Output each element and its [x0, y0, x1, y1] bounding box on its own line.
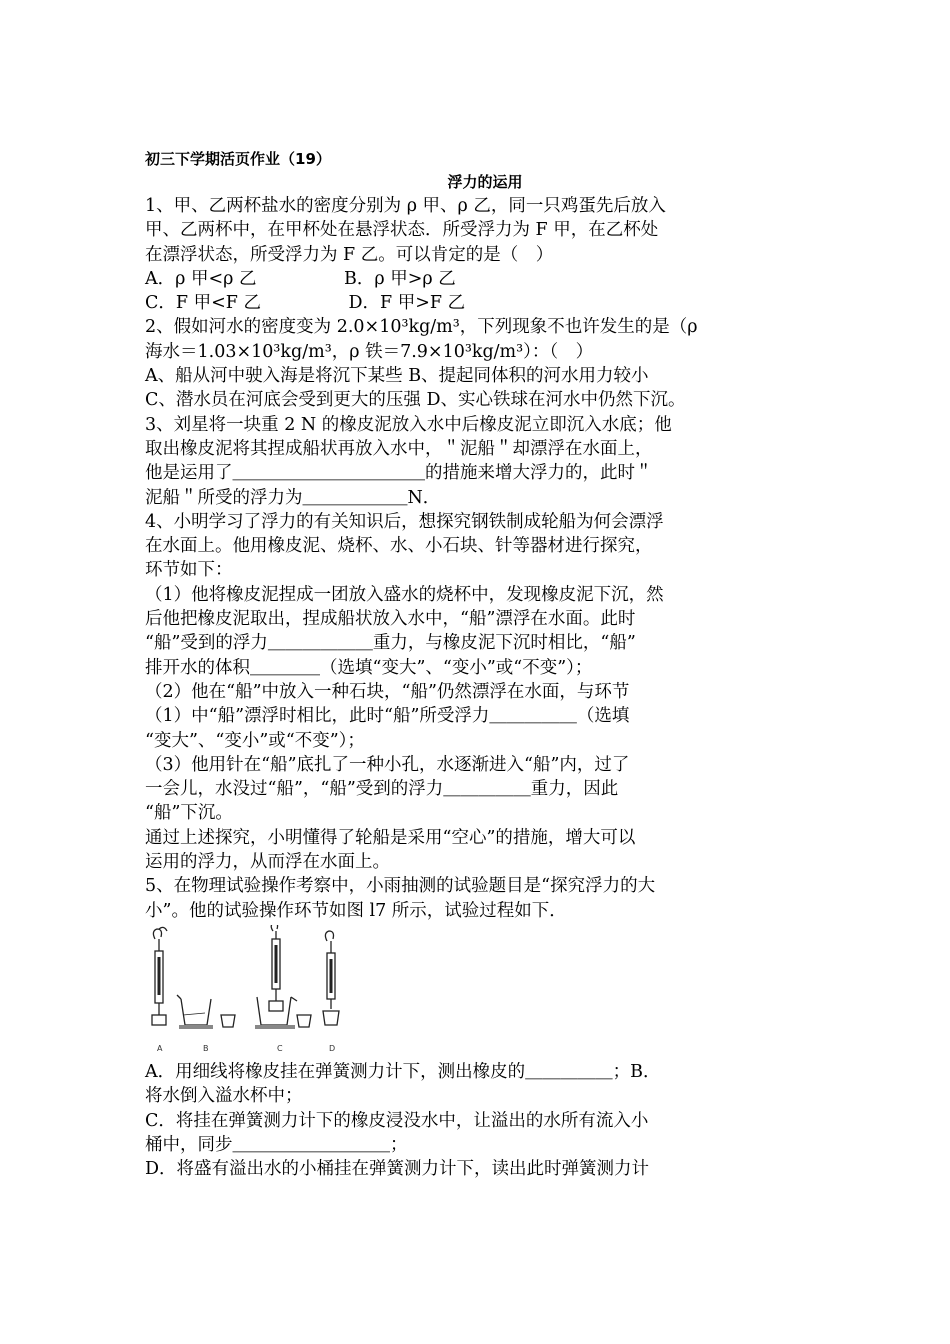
- text-line: 通过上述探究，小明懂得了轮船是采用“空心”的措施，增大可以: [145, 827, 636, 848]
- question-block: [145, 194, 825, 923]
- text-line: 4、小明学习了浮力的有关知识后，想探究钢铁制成轮船为何会漂浮: [145, 511, 664, 532]
- figure-label-c: C: [277, 1043, 283, 1053]
- text-line: 一会儿，水没过“船”，“船”受到的浮力＿＿＿＿＿重力，因此: [145, 779, 619, 800]
- spring-scale-a: [152, 927, 167, 1025]
- text-line: 后他把橡皮泥取出，捏成船状放入水中，“船”漂浮在水面。此时: [145, 609, 636, 630]
- page-title: 浮力的运用: [447, 173, 523, 191]
- text-line: 甲、乙两杯中，在甲杯处在悬浮状态．所受浮力为 F 甲，在乙杯处: [145, 220, 659, 241]
- text-line: A、船从河中驶入海是将沉下某些 B、提起同体积的河水用力较小: [145, 366, 649, 387]
- text-line: 排开水的体积＿＿＿＿（选填“变大”、“变小”或“不变”）；: [145, 657, 593, 678]
- text-line: 取出橡皮泥将其捏成船状再放入水中，＂泥船＂却漂浮在水面上，: [145, 438, 653, 459]
- text-line: （1）他将橡皮泥捏成一团放入盛水的烧杯中，发现橡皮泥下沉，然: [145, 584, 664, 605]
- text-line: 2、假如河水的密度变为 2.0×10³kg/m³，下列现象不也许发生的是（ρ: [145, 317, 698, 338]
- text-line: “船”下沉。: [145, 803, 233, 824]
- question-block-continued: [145, 1060, 825, 1181]
- text-line: 泥船＂所受的浮力为＿＿＿＿＿＿N．: [145, 487, 441, 508]
- text-line: C．F 甲<F 乙 D．F 甲>F 乙: [145, 293, 466, 314]
- text-line: D．将盛有溢出水的小桶挂在弹簧测力计下，读出此时弹簧测力计: [145, 1159, 650, 1180]
- spring-scale-d: [323, 931, 339, 1025]
- text-line: 在漂浮状态，所受浮力为 F 乙。可以肯定的是（ ）: [145, 244, 554, 265]
- figure-label-a: A: [157, 1043, 163, 1053]
- text-line: （2）他在“船”中放入一种石块，“船”仍然漂浮在水面，与环节: [145, 681, 630, 702]
- experiment-figure: [145, 925, 825, 1060]
- text-line: 环节如下：: [145, 560, 233, 581]
- text-line: 3、刘星将一块重 2 N 的橡皮泥放入水中后橡皮泥立即沉入水底；他: [145, 414, 672, 435]
- text-line: 海水＝1.03×10³kg/m³，ρ 铁＝7.9×10³kg/m³）：（ ）: [145, 341, 594, 362]
- text-line: 他是运用了＿＿＿＿＿＿＿＿＿＿＿的措施来增大浮力的，此时＂: [145, 463, 653, 484]
- text-line: （1）中“船”漂浮时相比，此时“船”所受浮力＿＿＿＿＿（选填: [145, 706, 630, 727]
- experiment-illustration: [145, 925, 375, 1060]
- text-line: “船”受到的浮力＿＿＿＿＿＿重力，与橡皮泥下沉时相比，“船”: [145, 633, 636, 654]
- overflow-cup-b: [177, 995, 235, 1029]
- text-line: A．ρ 甲<ρ 乙 B．ρ 甲>ρ 乙: [145, 268, 456, 289]
- text-line: 5、在物理试验操作考察中，小雨抽测的试验题目是“探究浮力的大: [145, 876, 656, 897]
- figure-label-b: B: [203, 1043, 209, 1053]
- text-line: 1、甲、乙两杯盐水的密度分别为 ρ 甲、ρ 乙，同一只鸡蛋先后放入: [145, 196, 666, 216]
- text-line: 将水倒入溢水杯中；: [145, 1086, 303, 1107]
- text-line: C．将挂在弹簧测力计下的橡皮浸没水中，让溢出的水所有流入小: [145, 1110, 649, 1131]
- text-line: （3）他用针在“船”底扎了一种小孔，水逐渐进入“船”内，过了: [145, 754, 630, 775]
- spring-scale-c: [255, 925, 311, 1029]
- text-line: 桶中，同步＿＿＿＿＿＿＿＿＿；: [145, 1134, 408, 1155]
- text-line: A．用细线将橡皮挂在弹簧测力计下，测出橡皮的＿＿＿＿＿；B．: [145, 1061, 661, 1082]
- text-line: 在水面上。他用橡皮泥、烧杯、水、小石块、针等器材进行探究，: [145, 536, 653, 557]
- worksheet-page: [145, 148, 825, 1181]
- text-line: “变大”、“变小”或“不变”）；: [145, 730, 365, 751]
- text-line: 小”。他的试验操作环节如图 l7 所示，试验过程如下．: [145, 900, 567, 921]
- text-line: C、潜水员在河底会受到更大的压强 D、实心铁球在河水中仍然下沉。: [145, 390, 686, 411]
- figure-label-d: D: [329, 1043, 336, 1053]
- worksheet-header: 初三下学期活页作业（19）: [145, 150, 331, 168]
- text-line: 运用的浮力，从而浮在水面上。: [145, 852, 390, 873]
